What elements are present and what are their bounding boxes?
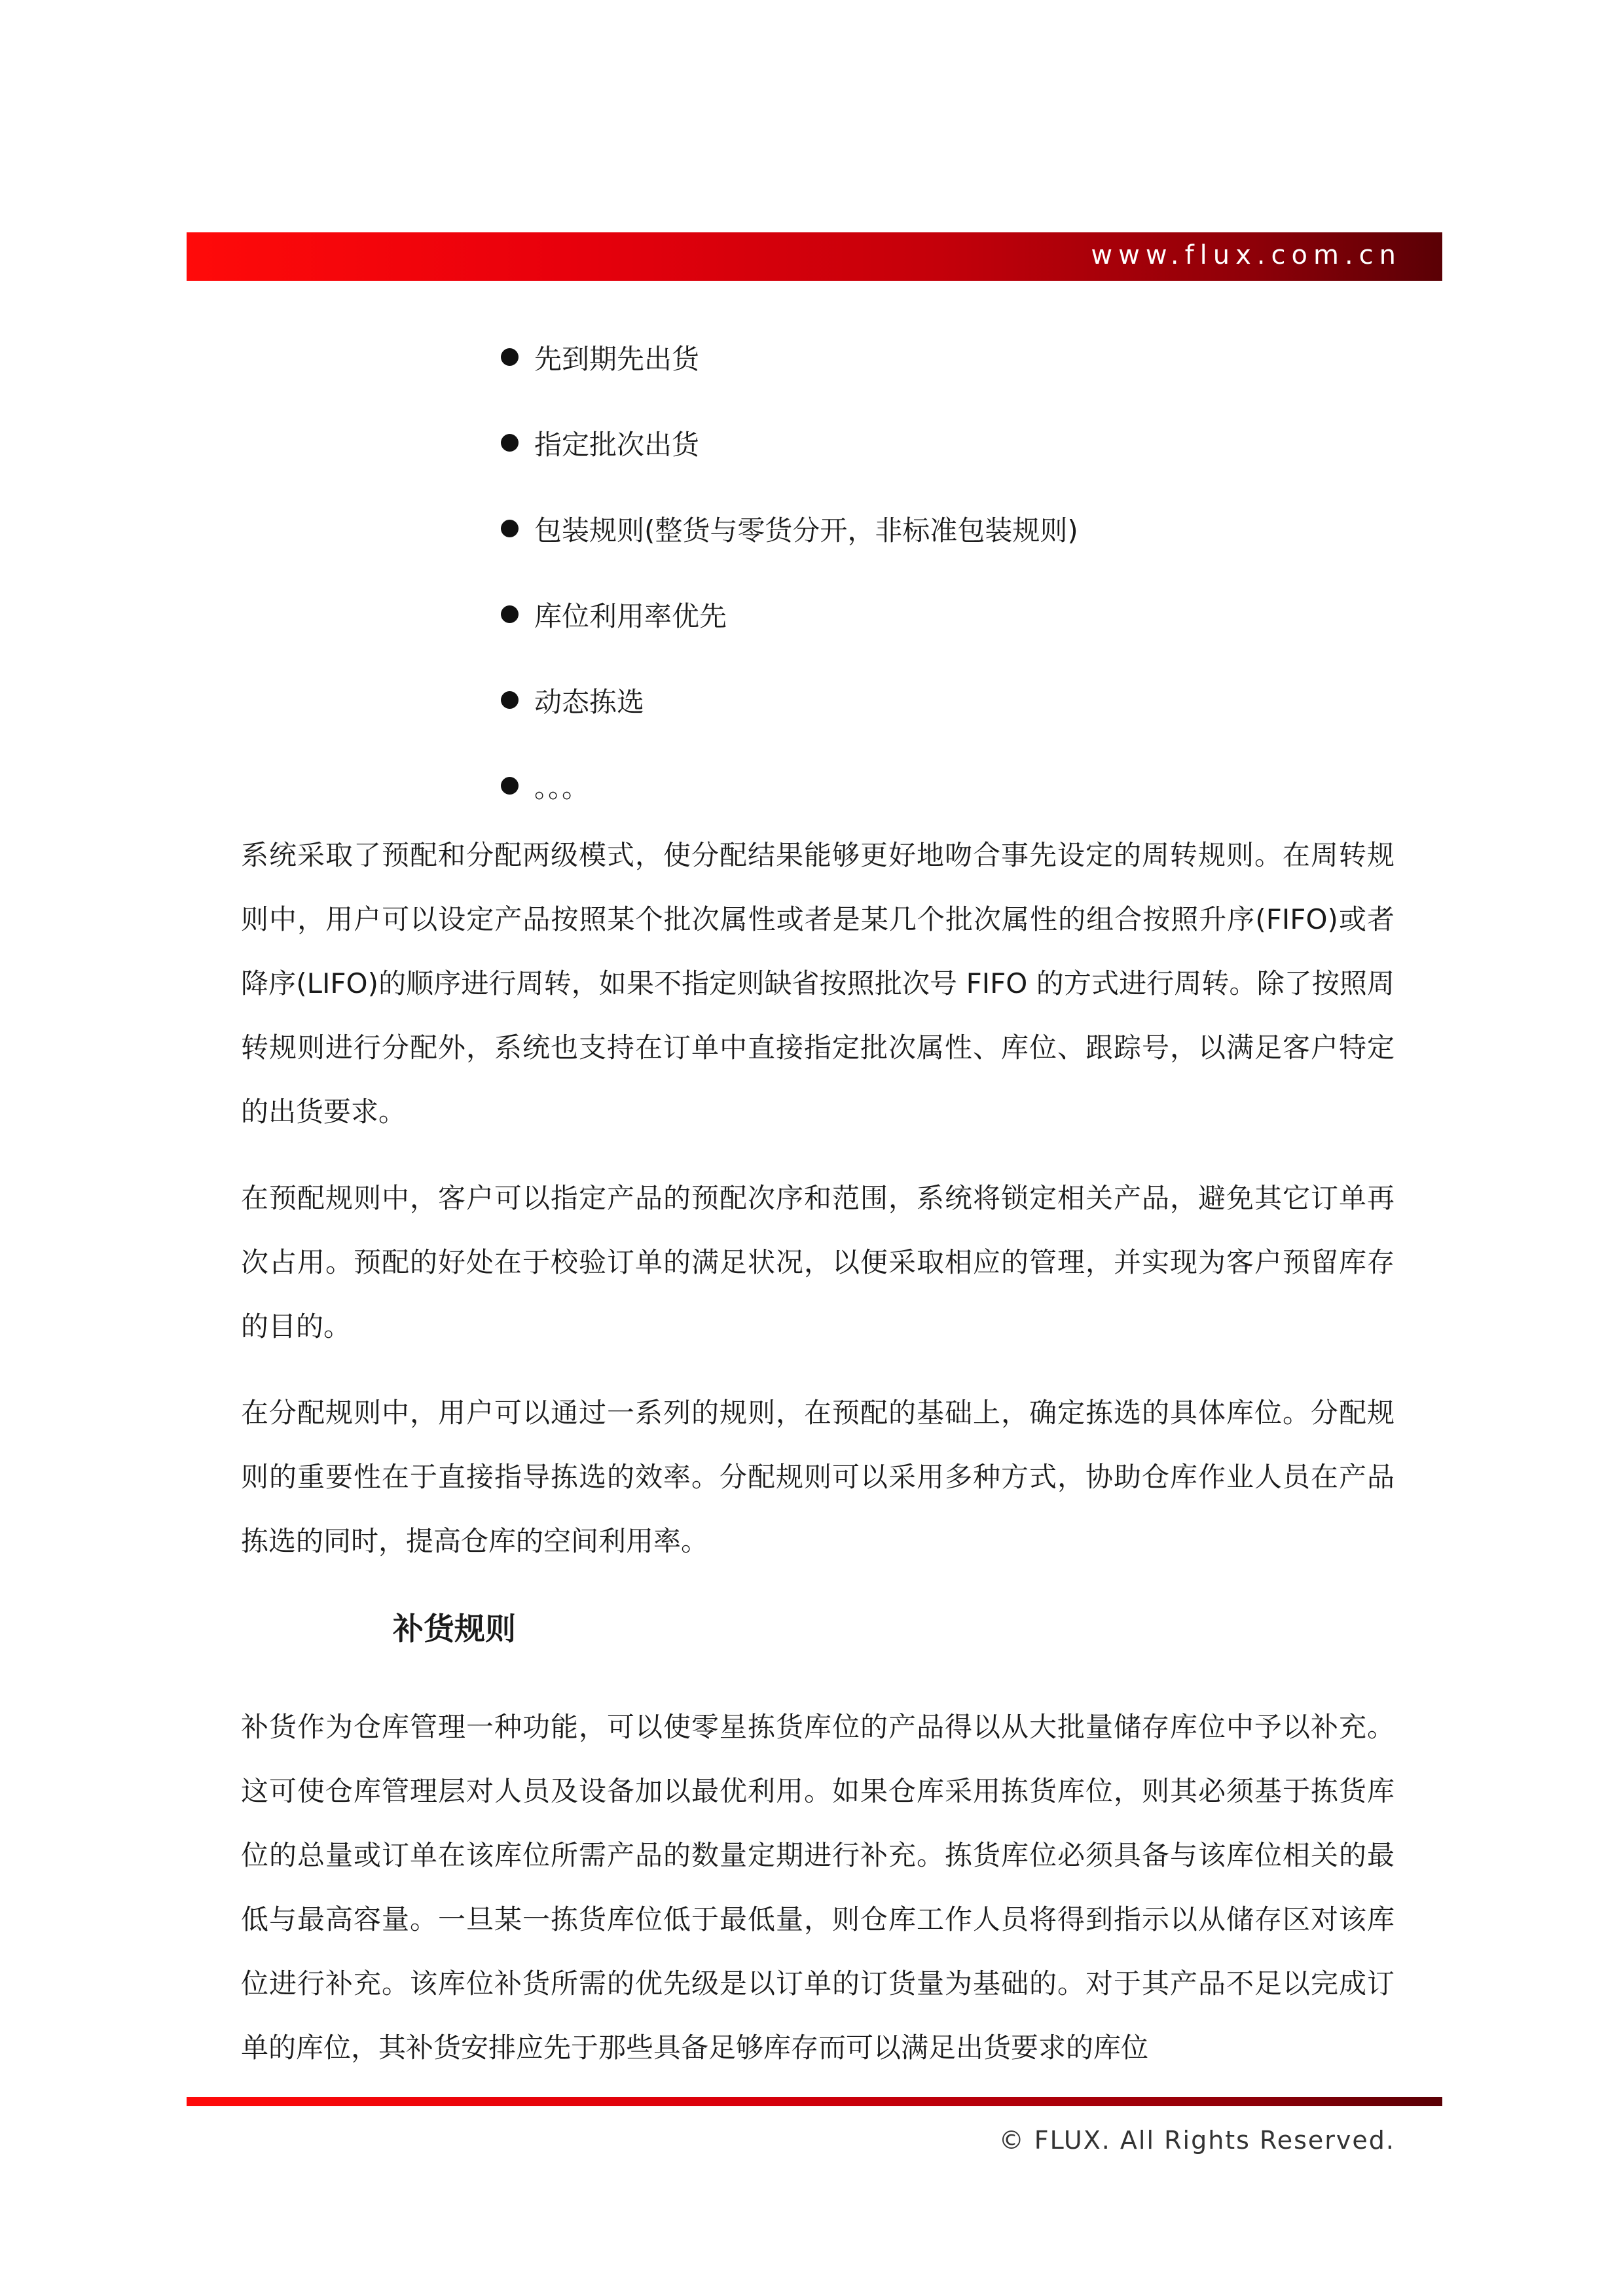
- list-item: [501, 743, 1078, 829]
- list-item-text: 包装规则(整货与零货分开，非标准包装规则): [534, 514, 1078, 547]
- list-item: [501, 657, 1078, 743]
- list-item-text: 先到期先出货: [534, 342, 700, 375]
- bullet-dot-icon: [501, 434, 519, 452]
- footer-copyright: © FLUX. All Rights Reserved.: [998, 2126, 1395, 2155]
- list-item: [501, 400, 1078, 486]
- rule-bullet-list: [501, 314, 1078, 829]
- paragraph-allocation: 在分配规则中，用户可以通过一系列的规则，在预配的基础上，确定拣选的具体库位。分配规则的重要性在于直接指导拣选的效率。分配规则可以采用多种方式，协助仓库作业人员在产品拣选的同时，提高仓库的空间利用率。: [241, 1397, 1395, 1557]
- list-item-text: 库位利用率优先: [534, 600, 727, 632]
- bullet-dot-icon: [501, 520, 519, 537]
- bullet-dot-icon: [501, 348, 519, 366]
- list-item-text: 。。。: [534, 771, 590, 804]
- paragraph-preallocation: 在预配规则中，客户可以指定产品的预配次序和范围，系统将锁定相关产品，避免其它订单再次占用。预配的好处在于校验订单的满足状况，以便采取相应的管理，并实现为客户预留库存的目的。: [241, 1182, 1395, 1342]
- list-item: [501, 486, 1078, 571]
- footer-bar: [187, 2097, 1442, 2106]
- header-url: www.flux.com.cn: [1091, 240, 1402, 270]
- list-item: [501, 571, 1078, 657]
- list-item-text: 动态拣选: [534, 685, 645, 718]
- list-item: [501, 314, 1078, 400]
- header-bar: [187, 232, 1442, 281]
- list-item-text: 指定批次出货: [534, 428, 700, 461]
- bullet-dot-icon: [501, 691, 519, 709]
- paragraph-replenishment: 补货作为仓库管理一种功能，可以使零星拣货库位的产品得以从大批量储存库位中予以补充。这可使仓库管理层对人员及设备加以最优利用。如果仓库采用拣货库位，则其必须基于拣货库位的总量或订单在该库位所需产品的数量定期进行补充。拣货库位必须具备与该库位相关的最低与最高容量。一旦某一拣货库位低于最低量，则仓库工作人员将得到指示以从储存区对该库位进行补充。该库位补货所需的优先级是以订单的订货量为基础的。对于其产品不足以完成订单的库位，其补货安排应先于那些具备足够库存而可以满足出货要求的库位: [241, 1711, 1395, 2064]
- section-heading: 补货规则: [393, 1611, 516, 1647]
- bullet-dot-icon: [501, 777, 519, 795]
- bullet-dot-icon: [501, 605, 519, 623]
- paragraph-rotation-mode: 系统采取了预配和分配两级模式，使分配结果能够更好地吻合事先设定的周转规则。在周转规则中，用户可以设定产品按照某个批次属性或者是某几个批次属性的组合按照升序(FIFO)或者降序(LIFO)的顺序进行周转，如果不指定则缺省按照批次号 FIFO 的方式进行周转。除了按照周转规则进行分配外，系统也支持在订单中直接指定批次属性、库位、跟踪号，以满足客户特定的出货要求。: [241, 839, 1395, 1128]
